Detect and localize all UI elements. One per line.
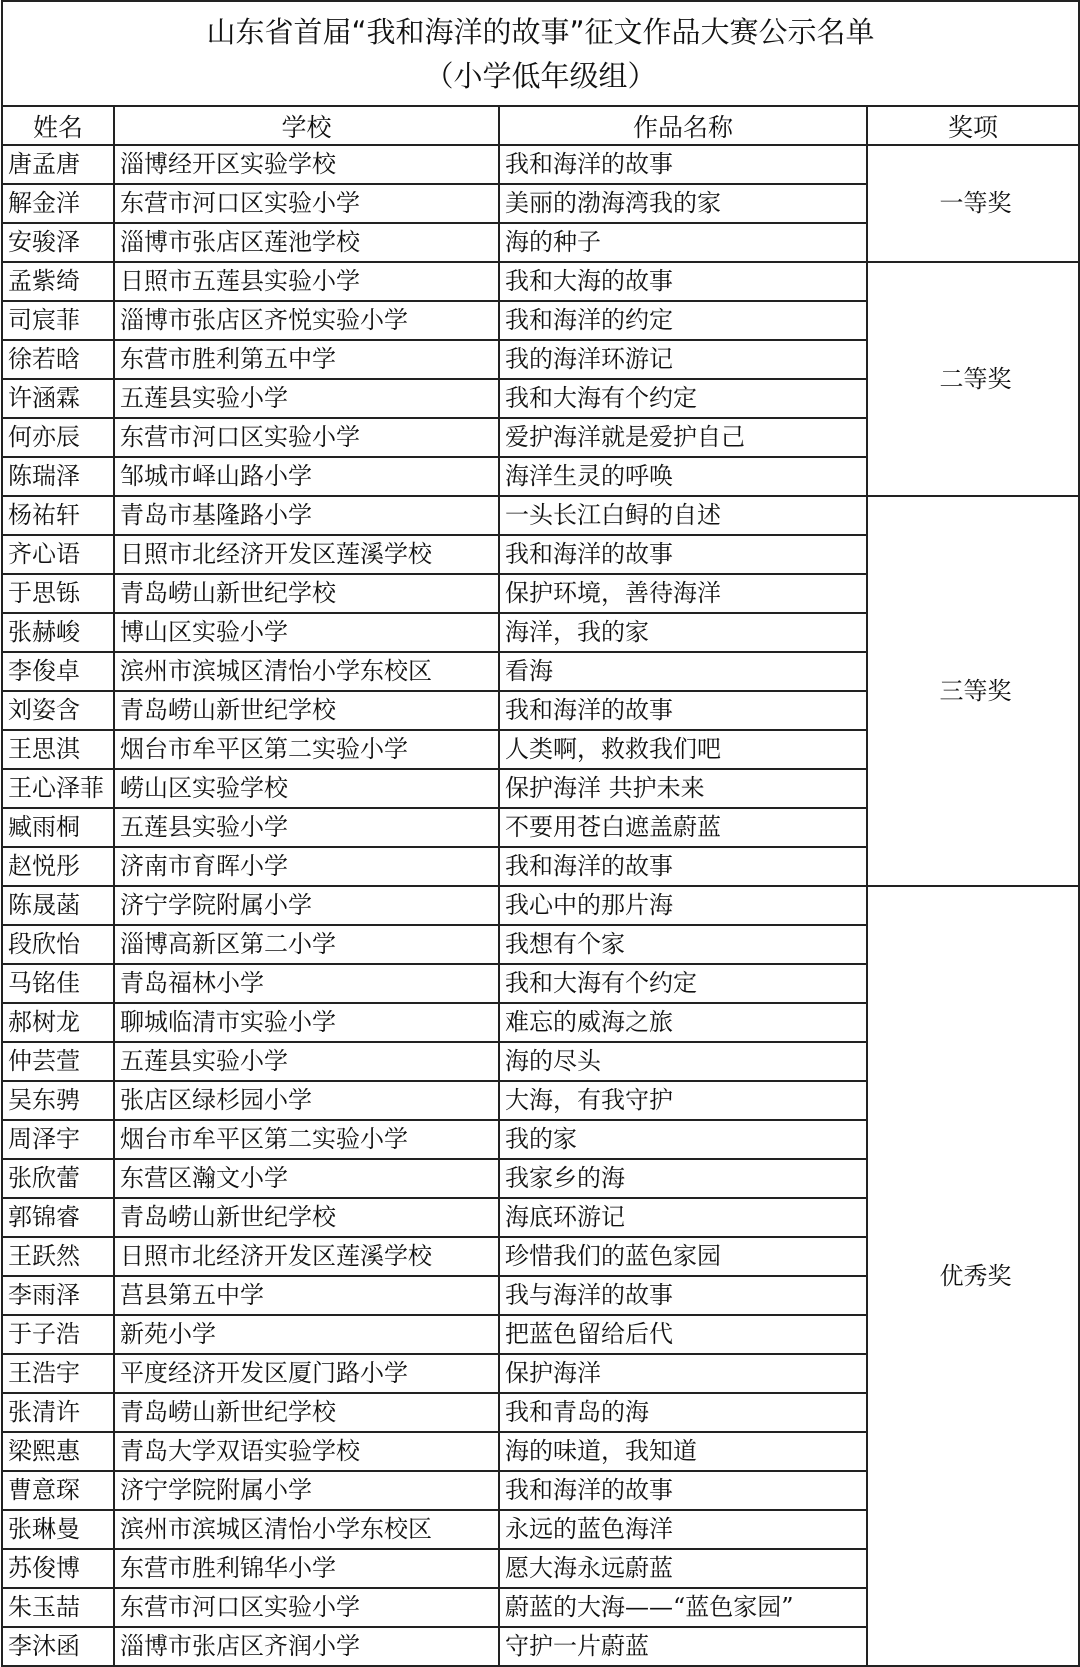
- school-cell: 淄博高新区第二小学: [114, 925, 499, 964]
- school-cell: 淄博经开区实验学校: [114, 145, 499, 184]
- school-cell: 莒县第五中学: [114, 1276, 499, 1315]
- school-cell: 邹城市峄山路小学: [114, 457, 499, 496]
- name-cell: 吴东骋: [2, 1081, 114, 1120]
- award-cell: 二等奖: [867, 262, 1079, 496]
- name-cell: 解金洋: [2, 184, 114, 223]
- school-cell: 淄博市张店区齐润小学: [114, 1627, 499, 1666]
- work-title-cell: 我和青岛的海: [499, 1393, 867, 1432]
- work-title-cell: 我和大海的故事: [499, 262, 867, 301]
- school-cell: 青岛大学双语实验学校: [114, 1432, 499, 1471]
- work-title-cell: 海洋生灵的呼唤: [499, 457, 867, 496]
- school-cell: 滨州市滨城区清怡小学东校区: [114, 652, 499, 691]
- name-cell: 司宸菲: [2, 301, 114, 340]
- school-cell: 烟台市牟平区第二实验小学: [114, 730, 499, 769]
- work-title-cell: 不要用苍白遮盖蔚蓝: [499, 808, 867, 847]
- name-cell: 孟紫绮: [2, 262, 114, 301]
- name-cell: 刘姿含: [2, 691, 114, 730]
- name-cell: 李沐函: [2, 1627, 114, 1666]
- name-cell: 徐若晗: [2, 340, 114, 379]
- award-list-table: [1, 0, 1080, 1667]
- name-cell: 陈晟菡: [2, 886, 114, 925]
- school-cell: 东营市河口区实验小学: [114, 418, 499, 457]
- school-cell: 淄博市张店区齐悦实验小学: [114, 301, 499, 340]
- school-cell: 东营市河口区实验小学: [114, 184, 499, 223]
- work-title-cell: 保护海洋: [499, 1354, 867, 1393]
- work-title-cell: 我家乡的海: [499, 1159, 867, 1198]
- work-title-cell: 把蓝色留给后代: [499, 1315, 867, 1354]
- work-title-cell: 一头长江白鲟的自述: [499, 496, 867, 535]
- name-cell: 赵悦彤: [2, 847, 114, 886]
- name-cell: 李俊卓: [2, 652, 114, 691]
- name-cell: 仲芸萱: [2, 1042, 114, 1081]
- page-subtitle: （小学低年级组）: [424, 58, 657, 93]
- name-cell: 段欣怡: [2, 925, 114, 964]
- school-cell: 新苑小学: [114, 1315, 499, 1354]
- school-cell: 济宁学院附属小学: [114, 1471, 499, 1510]
- work-title-cell: 海的味道，我知道: [499, 1432, 867, 1471]
- school-cell: 日照市五莲县实验小学: [114, 262, 499, 301]
- name-cell: 杨祐轩: [2, 496, 114, 535]
- school-cell: 青岛崂山新世纪学校: [114, 574, 499, 613]
- name-cell: 王浩宇: [2, 1354, 114, 1393]
- table-row: [2, 886, 1079, 925]
- table-row: [2, 262, 1079, 301]
- work-title-cell: 爱护海洋就是爱护自己: [499, 418, 867, 457]
- school-cell: 五莲县实验小学: [114, 1042, 499, 1081]
- work-title-cell: 保护海洋 共护未来: [499, 769, 867, 808]
- table-row: [2, 496, 1079, 535]
- work-title-cell: 永远的蓝色海洋: [499, 1510, 867, 1549]
- work-title-cell: 珍惜我们的蓝色家园: [499, 1237, 867, 1276]
- school-cell: 崂山区实验学校: [114, 769, 499, 808]
- work-title-cell: 我和海洋的故事: [499, 145, 867, 184]
- work-title-cell: 我的海洋环游记: [499, 340, 867, 379]
- work-title-cell: 美丽的渤海湾我的家: [499, 184, 867, 223]
- work-title-cell: 看海: [499, 652, 867, 691]
- school-cell: 青岛崂山新世纪学校: [114, 1198, 499, 1237]
- name-cell: 马铭佳: [2, 964, 114, 1003]
- work-title-cell: 海的种子: [499, 223, 867, 262]
- school-cell: 张店区绿杉园小学: [114, 1081, 499, 1120]
- name-cell: 张欣蕾: [2, 1159, 114, 1198]
- school-cell: 五莲县实验小学: [114, 808, 499, 847]
- work-title-cell: 我和海洋的故事: [499, 535, 867, 574]
- school-cell: 青岛崂山新世纪学校: [114, 691, 499, 730]
- table-body: [2, 1, 1079, 1666]
- work-title-cell: 我和海洋的约定: [499, 301, 867, 340]
- work-title-cell: 人类啊，救救我们吧: [499, 730, 867, 769]
- name-cell: 朱玉喆: [2, 1588, 114, 1627]
- school-cell: 青岛市基隆路小学: [114, 496, 499, 535]
- header-name: 姓名: [2, 106, 114, 145]
- work-title-cell: 我和大海有个约定: [499, 964, 867, 1003]
- header-school: 学校: [114, 106, 499, 145]
- name-cell: 陈瑞泽: [2, 457, 114, 496]
- name-cell: 张清许: [2, 1393, 114, 1432]
- name-cell: 梁熙惠: [2, 1432, 114, 1471]
- name-cell: 张琳曼: [2, 1510, 114, 1549]
- school-cell: 五莲县实验小学: [114, 379, 499, 418]
- work-title-cell: 守护一片蔚蓝: [499, 1627, 867, 1666]
- name-cell: 齐心语: [2, 535, 114, 574]
- work-title-cell: 我和海洋的故事: [499, 691, 867, 730]
- school-cell: 青岛崂山新世纪学校: [114, 1393, 499, 1432]
- table-row: [2, 145, 1079, 184]
- name-cell: 何亦辰: [2, 418, 114, 457]
- name-cell: 苏俊博: [2, 1549, 114, 1588]
- name-cell: 王跃然: [2, 1237, 114, 1276]
- name-cell: 王思淇: [2, 730, 114, 769]
- award-cell: 优秀奖: [867, 886, 1079, 1666]
- school-cell: 博山区实验小学: [114, 613, 499, 652]
- name-cell: 于子浩: [2, 1315, 114, 1354]
- name-cell: 臧雨桐: [2, 808, 114, 847]
- name-cell: 郭锦睿: [2, 1198, 114, 1237]
- work-title-cell: 我和大海有个约定: [499, 379, 867, 418]
- name-cell: 李雨泽: [2, 1276, 114, 1315]
- header-work-title: 作品名称: [499, 106, 867, 145]
- name-cell: 周泽宇: [2, 1120, 114, 1159]
- work-title-cell: 我和海洋的故事: [499, 847, 867, 886]
- work-title-cell: 我与海洋的故事: [499, 1276, 867, 1315]
- title-cell: [2, 1, 1079, 106]
- work-title-cell: 大海，有我守护: [499, 1081, 867, 1120]
- school-cell: 青岛福林小学: [114, 964, 499, 1003]
- header-row: [2, 106, 1079, 145]
- name-cell: 王心泽菲: [2, 769, 114, 808]
- school-cell: 东营区瀚文小学: [114, 1159, 499, 1198]
- page-title: 山东省首届“我和海洋的故事”征文作品大赛公示名单: [206, 14, 875, 49]
- work-title-cell: 海洋，我的家: [499, 613, 867, 652]
- school-cell: 聊城临清市实验小学: [114, 1003, 499, 1042]
- work-title-cell: 我的家: [499, 1120, 867, 1159]
- school-cell: 东营市河口区实验小学: [114, 1588, 499, 1627]
- school-cell: 淄博市张店区莲池学校: [114, 223, 499, 262]
- header-award: 奖项: [867, 106, 1079, 145]
- name-cell: 安骏泽: [2, 223, 114, 262]
- school-cell: 东营市胜利锦华小学: [114, 1549, 499, 1588]
- name-cell: 于思铄: [2, 574, 114, 613]
- school-cell: 滨州市滨城区清怡小学东校区: [114, 1510, 499, 1549]
- school-cell: 东营市胜利第五中学: [114, 340, 499, 379]
- work-title-cell: 我想有个家: [499, 925, 867, 964]
- work-title-cell: 海底环游记: [499, 1198, 867, 1237]
- school-cell: 济宁学院附属小学: [114, 886, 499, 925]
- work-title-cell: 海的尽头: [499, 1042, 867, 1081]
- work-title-cell: 我心中的那片海: [499, 886, 867, 925]
- school-cell: 济南市育晖小学: [114, 847, 499, 886]
- name-cell: 张赫峻: [2, 613, 114, 652]
- name-cell: 许涵霖: [2, 379, 114, 418]
- work-title-cell: 愿大海永远蔚蓝: [499, 1549, 867, 1588]
- work-title-cell: 蔚蓝的大海——“蓝色家园”: [499, 1588, 867, 1627]
- award-cell: 一等奖: [867, 145, 1079, 262]
- work-title-cell: 保护环境，善待海洋: [499, 574, 867, 613]
- school-cell: 日照市北经济开发区莲溪学校: [114, 1237, 499, 1276]
- school-cell: 平度经济开发区厦门路小学: [114, 1354, 499, 1393]
- name-cell: 曹意琛: [2, 1471, 114, 1510]
- school-cell: 日照市北经济开发区莲溪学校: [114, 535, 499, 574]
- award-cell: 三等奖: [867, 496, 1079, 886]
- work-title-cell: 我和海洋的故事: [499, 1471, 867, 1510]
- name-cell: 郝树龙: [2, 1003, 114, 1042]
- name-cell: 唐孟唐: [2, 145, 114, 184]
- school-cell: 烟台市牟平区第二实验小学: [114, 1120, 499, 1159]
- work-title-cell: 难忘的威海之旅: [499, 1003, 867, 1042]
- title-row: [2, 1, 1079, 106]
